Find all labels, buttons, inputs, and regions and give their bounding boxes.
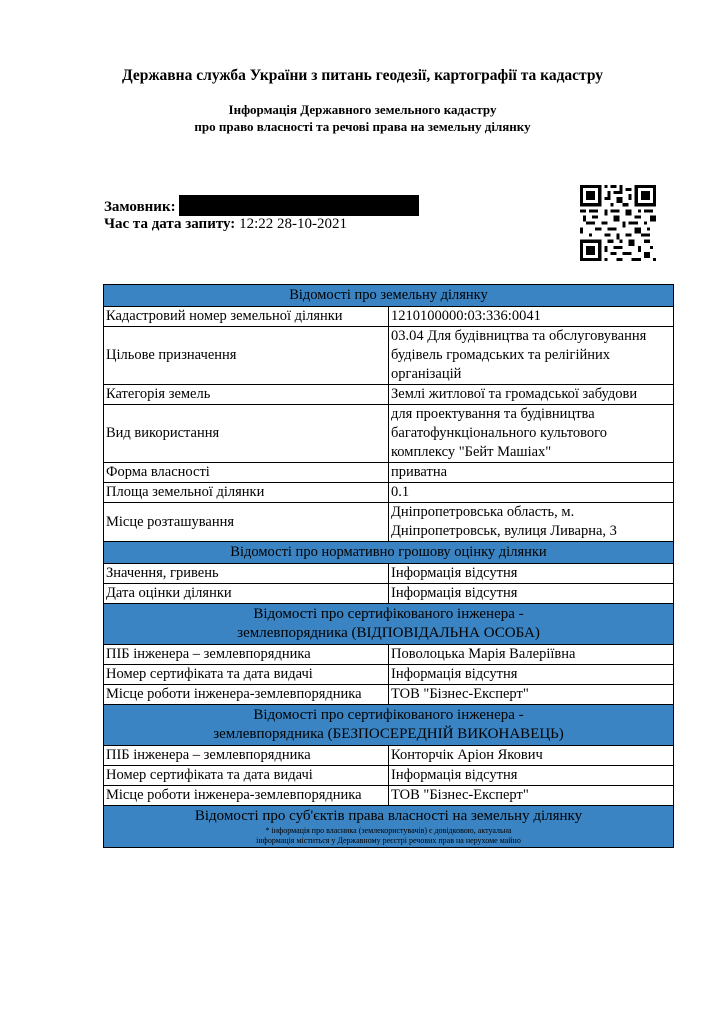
engineer-work-label: Місце роботи інженера-землевпорядника: [104, 786, 389, 806]
engineer-cert-label: Номер сертифіката та дата видачі: [104, 665, 389, 685]
section-header-engineer-responsible: [104, 604, 674, 645]
section-title-line: Відомості про сертифікованого інженера -: [253, 707, 524, 723]
section-title-owners: [104, 806, 674, 848]
purpose-label: Цільове призначення: [104, 327, 389, 385]
section-title-valuation: Відомості про нормативно грошову оцінку ділянки: [104, 542, 674, 564]
section-title-line: Відомості про суб'єктів права власності на земельну ділянку: [194, 808, 583, 824]
engineer-cert-value: Інформація відсутня: [389, 766, 674, 786]
purpose-value: 03.04 Для будівництва та обслуговування будівель громадських та релігійних організацій: [389, 327, 674, 385]
document-title: Державна служба України з питань геодезії, картографії та кадастру: [121, 67, 604, 84]
table-row: [104, 385, 674, 405]
table-row: [104, 786, 674, 806]
engineer-work-value: ТОВ "Бізнес-Експерт": [389, 786, 674, 806]
table-row: [104, 645, 674, 665]
land-info-table: [103, 284, 674, 848]
valuation-date-value: Інформація відсутня: [389, 584, 674, 604]
request-time-label: Час та дата запиту:: [104, 216, 236, 232]
customer-label: Замовник:: [104, 199, 176, 215]
valuation-value: Інформація відсутня: [389, 564, 674, 584]
location-label: Місце розташування: [104, 503, 389, 542]
table-row: [104, 463, 674, 483]
use-type-value: для проектування та будівництва багатофункціонального культового комплексу "Бейт Машіах": [389, 405, 674, 463]
owners-note-line: інформація міститься у Державному реєстрі речових прав на нерухоме майно: [256, 836, 521, 845]
document-subtitle-line1: Інформація Державного земельного кадастру: [228, 102, 497, 117]
valuation-date-label: Дата оцінки ділянки: [104, 584, 389, 604]
engineer-name-value: Поволоцька Марія Валеріївна: [389, 645, 674, 665]
table-row: [104, 307, 674, 327]
table-row: [104, 766, 674, 786]
cadastral-number-label: Кадастровий номер земельної ділянки: [104, 307, 389, 327]
owners-note-line: * інформація про власника (землекористувачів) є довідковою, актуальна: [265, 826, 512, 835]
engineer-work-label: Місце роботи інженера-землевпорядника: [104, 685, 389, 705]
section-title-engineer-executor: [104, 705, 674, 746]
table-row: [104, 746, 674, 766]
area-value: 0.1: [389, 483, 674, 503]
engineer-cert-value: Інформація відсутня: [389, 665, 674, 685]
customer-redaction: [179, 195, 419, 216]
table-row: [104, 584, 674, 604]
land-category-label: Категорія земель: [104, 385, 389, 405]
engineer-cert-label: Номер сертифіката та дата видачі: [104, 766, 389, 786]
request-time-value: 12:22 28-10-2021: [239, 216, 347, 232]
request-time-line: [104, 216, 347, 233]
engineer-name-value: Конторчік Аріон Якович: [389, 746, 674, 766]
valuation-value-label: Значення, гривень: [104, 564, 389, 584]
table-row: [104, 685, 674, 705]
document-subtitle-line2: про право власності та речові права на земельну ділянку: [194, 119, 531, 134]
section-title-line: Відомості про сертифікованого інженера -: [253, 606, 524, 622]
engineer-name-label: ПІБ інженера – землевпорядника: [104, 746, 389, 766]
section-header-valuation: [104, 542, 674, 564]
section-header-land: [104, 285, 674, 307]
cadastral-number-value: 1210100000:03:336:0041: [389, 307, 674, 327]
section-header-owners: [104, 806, 674, 848]
engineer-name-label: ПІБ інженера – землевпорядника: [104, 645, 389, 665]
table-row: [104, 503, 674, 542]
area-label: Площа земельної ділянки: [104, 483, 389, 503]
table-row: [104, 665, 674, 685]
section-title-land: Відомості про земельну ділянку: [104, 285, 674, 307]
ownership-form-value: приватна: [389, 463, 674, 483]
table-row: [104, 327, 674, 385]
table-row: [104, 483, 674, 503]
ownership-form-label: Форма власності: [104, 463, 389, 483]
qr-code-icon: [580, 185, 656, 261]
table-row: [104, 564, 674, 584]
customer-line: [104, 195, 419, 216]
use-type-label: Вид використання: [104, 405, 389, 463]
land-category-value: Землі житлової та громадської забудови: [389, 385, 674, 405]
engineer-work-value: ТОВ "Бізнес-Експерт": [389, 685, 674, 705]
section-header-engineer-executor: [104, 705, 674, 746]
section-title-line: землевпорядника (БЕЗПОСЕРЕДНІЙ ВИКОНАВЕЦЬ): [213, 726, 564, 742]
section-title-engineer-responsible: [104, 604, 674, 645]
location-value: Дніпропетровська область, м. Дніпропетровськ, вулиця Ливарна, 3: [389, 503, 674, 542]
table-row: [104, 405, 674, 463]
section-title-line: землевпорядника (ВІДПОВІДАЛЬНА ОСОБА): [237, 625, 540, 641]
